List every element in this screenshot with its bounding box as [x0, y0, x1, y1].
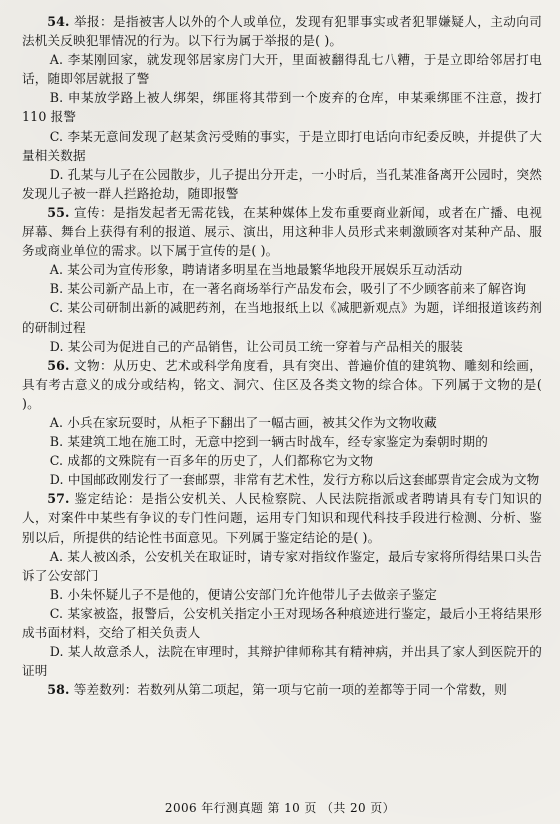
option-c: C. 李某无意间发现了赵某贪污受贿的事实，于是立即打电话向市纪委反映，并提供了大量相关数据: [22, 128, 542, 163]
question-text: 等差数列：若数列从第二项起，第一项与它前一项的差都等于同一个常数，则: [73, 682, 508, 698]
option-a: A. 小兵在家玩耍时，从柜子下翻出了一幅古画，被其父作为文物收藏: [49, 414, 437, 430]
question-list: [22, 12, 542, 699]
option-d: D. 中国邮政刚发行了一套邮票，非常有艺术性，发行方称以后这套邮票肯定会成为文物: [49, 472, 540, 488]
option-c: C. 某公司研制出新的减肥药剂，在当地报纸上以《减肥新观点》为题，详细报道该药剂的研制过程: [22, 300, 542, 335]
option-b: B. 某公司新产品上市，在一著名商场举行产品发布会，吸引了不少顾客前来了解咨询: [49, 281, 527, 297]
option-a: A. 某公司为宣传形象，聘请诸多明星在当地最繁华地段开展娱乐互动活动: [49, 262, 463, 278]
page-footer: 2006 年行测真题 第 10 页 （共 20 页）: [164, 801, 396, 815]
question-stem: [22, 12, 542, 50]
option-d: D. 某人故意杀人，法院在审理时，其辩护律师称其有精神病，并出具了家人到医院开的证明: [22, 644, 542, 679]
question-number: 56.: [47, 357, 70, 373]
question-number: 58.: [47, 682, 70, 698]
question-58: [22, 680, 542, 699]
option-d: D. 某公司为促进自己的产品销售，让公司员工统一穿着与产品相关的服装: [49, 338, 463, 354]
question-56: [22, 356, 542, 490]
question-number: 55.: [47, 204, 70, 220]
question-number: 57.: [47, 491, 70, 507]
question-text: 文物：从历史、艺术或科学角度看，具有突出、普遍价值的建筑物、雕刻和绘画，具有考古意义的成分或结构，铭文、洞穴、住区及各类文物的综合体。下列属于文物的是( )。: [22, 357, 542, 411]
question-stem: [22, 489, 542, 546]
question-stem: [22, 203, 542, 260]
option-d: D. 孔某与儿子在公园散步，儿子提出分开走，一小时后，当孔某准备离开公园时，突然发现儿子被一群人拦路抢劫，随即报警: [22, 166, 542, 201]
question-55: [22, 203, 542, 356]
option-b: B. 小朱怀疑儿子不是他的，便请公安部门允许他带儿子去做亲子鉴定: [49, 586, 437, 602]
question-text: 鉴定结论：是指公安机关、人民检察院、人民法院指派或者聘请具有专门知识的人，对案件中某些有争议的专门性问题，运用专门知识和现代科技手段进行检测、分析、鉴别以后，所提供的结论性书面意见。下列属于鉴定结论的是( )。: [22, 491, 543, 545]
question-57: [22, 489, 542, 680]
question-text: 举报：是指被害人以外的个人或单位，发现有犯罪事实或者犯罪嫌疑人，主动向司法机关反映犯罪情况的行为。以下行为属于举报的是( )。: [22, 14, 542, 49]
option-b: B. 某建筑工地在施工时，无意中挖到一辆古时战车，经专家鉴定为秦朝时期的: [49, 434, 488, 450]
option-b: B. 申某放学路上被人绑架，绑匪将其带到一个废弃的仓库，申某乘绑匪不注意，拨打 110 报警: [22, 90, 542, 125]
option-a: A. 某人被凶杀，公安机关在取证时，请专家对指纹作鉴定，最后专家将所得结果口头告诉了公安部门: [22, 548, 542, 583]
question-stem: [22, 356, 542, 413]
option-c: C. 某家被盗，报警后，公安机关指定小王对现场各种痕迹进行鉴定，最后小王将结果形成书面材料，交给了相关负责人: [22, 605, 542, 640]
option-c: C. 成都的文殊院有一百多年的历史了，人们都称它为文物: [49, 453, 374, 469]
question-stem: [22, 680, 542, 699]
question-text: 宣传：是指发起者无需花钱，在某种媒体上发布重要商业新闻，或者在广播、电视屏幕、舞台上获得有利的报道、展示、演出，用这种非人员形式来刺激顾客对某种产品、服务或商业单位的需求。以下属于宣传的是( )。: [22, 204, 542, 259]
question-54: [22, 12, 542, 203]
question-number: 54.: [47, 14, 70, 29]
option-a: A. 李某刚回家，就发现邻居家房门大开，里面被翻得乱七八糟，于是立即给邻居打电话，随即邻居就报了警: [22, 52, 542, 87]
